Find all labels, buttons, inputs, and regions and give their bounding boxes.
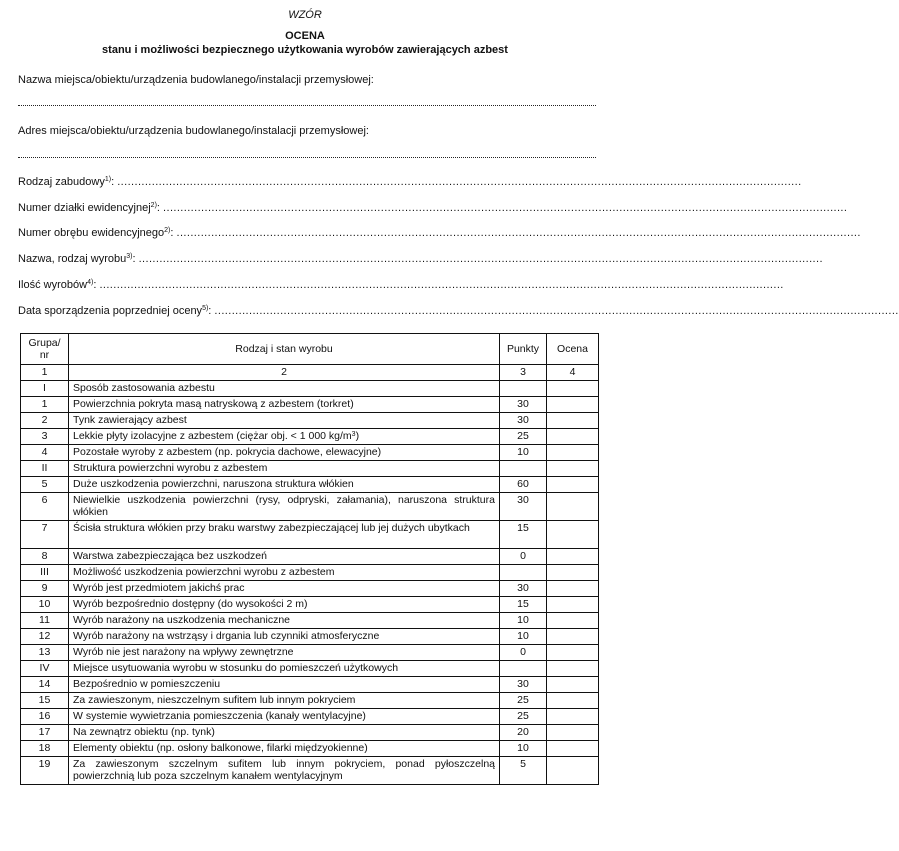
rating-cell[interactable] xyxy=(547,397,599,413)
row-number: 7 xyxy=(21,521,69,549)
points-cell: 10 xyxy=(500,445,547,461)
points-cell xyxy=(500,565,547,581)
header-ocena: Ocena xyxy=(547,334,599,365)
field-nazwa-wyrobu[interactable]: Nazwa, rodzaj wyrobu$^{3)}$: ...................................................................................................................................................................................................... xyxy=(18,253,823,265)
row-text: Wyrób narażony na uszkodzenia mechaniczne xyxy=(69,613,500,629)
points-cell: 15 xyxy=(500,521,547,549)
field-nazwa xyxy=(18,73,596,87)
field-rodzaj-zabudowy[interactable]: Rodzaj zabudowy$^{1)}$: ...................................................................................................................................................................................................... xyxy=(18,176,802,188)
row-text: Wyrób bezpośrednio dostępny (do wysokości 2 m) xyxy=(69,597,500,613)
table-row xyxy=(21,757,599,785)
group-number: IV xyxy=(21,661,69,677)
row-number: 17 xyxy=(21,725,69,741)
row-text: Ścisła struktura włókien przy braku warstwy zabezpieczającej lub jej dużych ubytkach xyxy=(69,521,500,549)
field-adres-input-line[interactable] xyxy=(18,147,596,158)
footnote-ref: 3) xyxy=(126,253,133,260)
rating-cell[interactable] xyxy=(547,461,599,477)
row-text: Tynk zawierający azbest xyxy=(69,413,500,429)
rating-cell[interactable] xyxy=(547,661,599,677)
row-text: Niewielkie uszkodzenia powierzchni (rysy, odpryski, załamania), naruszona struktura włókien xyxy=(69,493,500,521)
row-text: Wyrób nie jest narażony na wpływy zewnętrzne xyxy=(69,645,500,661)
document-title: OCENA xyxy=(285,30,325,42)
colnum: 1 xyxy=(21,365,69,381)
rating-cell[interactable] xyxy=(547,477,599,493)
table-row xyxy=(21,521,599,549)
column-number-row xyxy=(21,365,599,381)
row-number: 14 xyxy=(21,677,69,693)
colnum: 2 xyxy=(69,365,500,381)
points-cell: 25 xyxy=(500,429,547,445)
dotted-fill: ...................................................................................................................................................................................................... xyxy=(163,202,848,214)
row-number: 15 xyxy=(21,693,69,709)
rating-cell[interactable] xyxy=(547,413,599,429)
group-number: I xyxy=(21,381,69,397)
assessment-table xyxy=(20,333,599,785)
rating-cell[interactable] xyxy=(547,709,599,725)
rating-cell[interactable] xyxy=(547,565,599,581)
row-text: Elementy obiektu (np. osłony balkonowe, filarki międzyokienne) xyxy=(69,741,500,757)
row-text: Bezpośrednio w pomieszczeniu xyxy=(69,677,500,693)
points-cell: 60 xyxy=(500,477,547,493)
group-number: II xyxy=(21,461,69,477)
points-cell: 25 xyxy=(500,693,547,709)
field-rodzaj-zabudowy-label: Rodzaj zabudowy xyxy=(18,176,105,188)
group-number: III xyxy=(21,565,69,581)
document-subtitle: stanu i możliwości bezpiecznego użytkowania wyrobów zawierających azbest xyxy=(102,44,508,56)
header-grupa: Grupa/ nr xyxy=(21,334,69,365)
header-rodzaj: Rodzaj i stan wyrobu xyxy=(69,334,500,365)
field-numer-dzialki[interactable]: Numer działki ewidencyjnej$^{2)}$: ...................................................................................................................................................................................................... xyxy=(18,202,848,214)
table-row xyxy=(21,709,599,725)
field-ilosc-label: Ilość wyrobów xyxy=(18,279,88,291)
row-number: 4 xyxy=(21,445,69,461)
row-text: Za zawieszonym, nieszczelnym sufitem lub innym pokryciem xyxy=(69,693,500,709)
footnote-ref: 4) xyxy=(87,279,94,286)
rating-cell[interactable] xyxy=(547,429,599,445)
footnote-ref: 1) xyxy=(104,176,112,183)
field-numer-obrebu[interactable]: Numer obrębu ewidencyjnego$^{2)}$: ...................................................................................................................................................................................................... xyxy=(18,227,861,239)
group-row xyxy=(21,661,599,677)
footnote-ref: 2) xyxy=(164,227,171,234)
row-text: W systemie wywietrzania pomieszczenia (kanały wentylacyjne) xyxy=(69,709,500,725)
table-row xyxy=(21,597,599,613)
row-number: 19 xyxy=(21,757,69,785)
row-number: 3 xyxy=(21,429,69,445)
field-ilosc[interactable]: Ilość wyrobów$^{4)}$: ...................................................................................................................................................................................................... xyxy=(18,279,784,291)
row-number: 1 xyxy=(21,397,69,413)
table-header-row xyxy=(21,334,599,365)
points-cell xyxy=(500,461,547,477)
points-cell: 10 xyxy=(500,629,547,645)
points-cell: 30 xyxy=(500,397,547,413)
rating-cell[interactable] xyxy=(547,741,599,757)
field-numer-obrebu-label: Numer obrębu ewidencyjnego xyxy=(18,227,165,239)
dotted-fill: ...................................................................................................................................................................................................... xyxy=(117,176,802,188)
rating-cell[interactable] xyxy=(547,757,599,785)
row-text: Wyrób narażony na wstrząsy i drgania lub czynniki atmosferyczne xyxy=(69,629,500,645)
group-row xyxy=(21,461,599,477)
group-label: Struktura powierzchni wyrobu z azbestem xyxy=(69,461,500,477)
template-label: WZÓR xyxy=(288,9,322,21)
points-cell: 0 xyxy=(500,645,547,661)
unit-superscript: 3 xyxy=(351,431,356,438)
row-text-tail: ) xyxy=(355,430,360,442)
group-row xyxy=(21,381,599,397)
dotted-fill: ...................................................................................................................................................................................................... xyxy=(176,227,861,239)
table-row xyxy=(21,613,599,629)
table-row xyxy=(21,677,599,693)
field-data[interactable]: Data sporządzenia poprzedniej oceny$^{5)}$: ...................................................................................................................................................................................................... xyxy=(18,305,899,317)
row-text: Duże uszkodzenia powierzchni, naruszona struktura włókien xyxy=(69,477,500,493)
table-row xyxy=(21,397,599,413)
points-cell: 10 xyxy=(500,741,547,757)
dotted-fill: ...................................................................................................................................................................................................... xyxy=(214,305,899,317)
points-cell: 0 xyxy=(500,549,547,565)
row-text: Pozostałe wyroby z azbestem (np. pokrycia dachowe, elewacyjne) xyxy=(69,445,500,461)
table-row xyxy=(21,549,599,565)
group-label: Sposób zastosowania azbestu xyxy=(69,381,500,397)
points-cell: 10 xyxy=(500,613,547,629)
points-cell: 25 xyxy=(500,709,547,725)
row-text: Wyrób jest przedmiotem jakichś prac xyxy=(69,581,500,597)
row-number: 18 xyxy=(21,741,69,757)
rating-cell[interactable] xyxy=(547,521,599,549)
table-row xyxy=(21,445,599,461)
table-row xyxy=(21,629,599,645)
dotted-fill: ...................................................................................................................................................................................................... xyxy=(138,253,823,265)
points-cell: 30 xyxy=(500,581,547,597)
field-numer-dzialki-label: Numer działki ewidencyjnej xyxy=(18,202,151,214)
rating-cell[interactable] xyxy=(547,645,599,661)
footnote-ref: 2) xyxy=(150,202,157,209)
rating-cell[interactable] xyxy=(547,581,599,597)
footnote-ref: 5) xyxy=(202,305,209,312)
rating-cell[interactable] xyxy=(547,597,599,613)
points-cell xyxy=(500,661,547,677)
table-row xyxy=(21,581,599,597)
field-nazwa-wyrobu-label: Nazwa, rodzaj wyrobu xyxy=(18,253,127,265)
rating-cell[interactable] xyxy=(547,629,599,645)
row-text: Warstwa zabezpieczająca bez uszkodzeń xyxy=(69,549,500,565)
row-text: Za zawieszonym szczelnym sufitem lub innym pokryciem, ponad pyłoszczelną powierzchnią lub poza szczelnym kanałem wentylacyjnym xyxy=(69,757,500,785)
table-row xyxy=(21,477,599,493)
rating-cell[interactable] xyxy=(547,677,599,693)
row-text: Na zewnątrz obiektu (np. tynk) xyxy=(69,725,500,741)
table-row xyxy=(21,645,599,661)
table-row xyxy=(21,493,599,521)
table-row xyxy=(21,429,599,445)
colnum: 3 xyxy=(500,365,547,381)
field-data-label: Data sporządzenia poprzedniej oceny xyxy=(18,305,203,317)
rating-cell[interactable] xyxy=(547,381,599,397)
rating-cell[interactable] xyxy=(547,549,599,565)
row-text-main: Lekkie płyty izolacyjne z azbestem (ciężar obj. < 1 000 kg/m xyxy=(73,430,352,442)
rating-cell[interactable] xyxy=(547,493,599,521)
table-row xyxy=(21,741,599,757)
points-cell: 30 xyxy=(500,493,547,521)
row-number: 16 xyxy=(21,709,69,725)
points-cell: 5 xyxy=(500,757,547,785)
rating-cell[interactable] xyxy=(547,445,599,461)
points-cell: 30 xyxy=(500,677,547,693)
header-punkty: Punkty xyxy=(500,334,547,365)
rating-cell[interactable] xyxy=(547,725,599,741)
colnum: 4 xyxy=(547,365,599,381)
points-cell: 15 xyxy=(500,597,547,613)
row-number: 12 xyxy=(21,629,69,645)
row-number: 8 xyxy=(21,549,69,565)
row-number: 2 xyxy=(21,413,69,429)
row-number: 10 xyxy=(21,597,69,613)
row-number: 13 xyxy=(21,645,69,661)
points-cell: 30 xyxy=(500,413,547,429)
table-row xyxy=(21,413,599,429)
points-cell: 20 xyxy=(500,725,547,741)
group-row xyxy=(21,565,599,581)
dotted-fill: ...................................................................................................................................................................................................... xyxy=(99,279,784,291)
row-number: 11 xyxy=(21,613,69,629)
points-cell xyxy=(500,381,547,397)
row-text xyxy=(69,429,500,445)
table-row xyxy=(21,725,599,741)
rating-cell[interactable] xyxy=(547,613,599,629)
group-label: Możliwość uszkodzenia powierzchni wyrobu z azbestem xyxy=(69,565,500,581)
row-text: Powierzchnia pokryta masą natryskową z azbestem (torkret) xyxy=(69,397,500,413)
field-adres-label: Adres miejsca/obiektu/urządzenia budowlanego/instalacji przemysłowej: xyxy=(18,125,369,137)
field-nazwa-input-line[interactable] xyxy=(18,95,596,106)
field-nazwa-label: Nazwa miejsca/obiektu/urządzenia budowlanego/instalacji przemysłowej: xyxy=(18,74,374,86)
table-row xyxy=(21,693,599,709)
row-number: 6 xyxy=(21,493,69,521)
field-adres xyxy=(18,124,596,138)
row-number: 9 xyxy=(21,581,69,597)
group-label: Miejsce usytuowania wyrobu w stosunku do pomieszczeń użytkowych xyxy=(69,661,500,677)
row-number: 5 xyxy=(21,477,69,493)
rating-cell[interactable] xyxy=(547,693,599,709)
